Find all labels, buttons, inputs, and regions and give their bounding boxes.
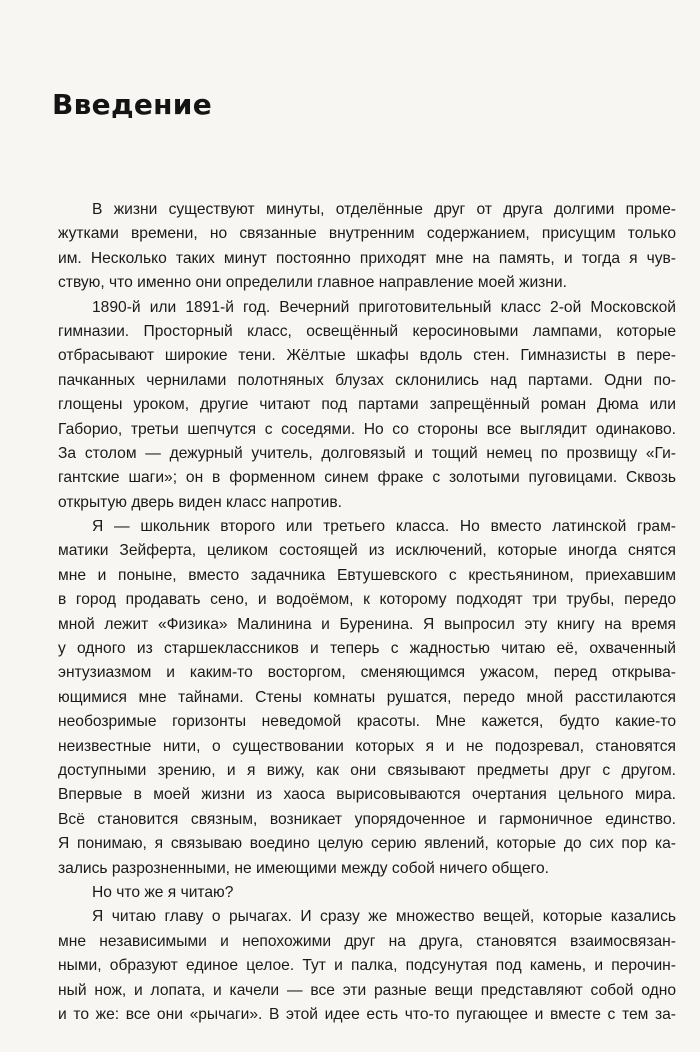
text-line: ствую, что именно они определили главное направление моей жизни. [58, 274, 567, 292]
text-line: глощены уроком, другие читают под партами запрещённый роман Дюма или [58, 396, 676, 414]
text-line: Я понимаю, я связываю воедино целую серию явлений, которые до сих пор ка- [58, 835, 676, 853]
text-line: отбрасывают широкие тени. Жёлтые шкафы вдоль стен. Гимназисты в пере- [58, 347, 676, 365]
text-line: мной лежит «Физика» Малинина и Буренина. Я выпросил эту книгу на время [58, 615, 676, 633]
text-line: неизвестные нити, о существовании которых я и не подозревал, становятся [58, 737, 676, 755]
text-line: энтузиазмом и каким-то восторгом, сменяющимся ужасом, перед открыва- [58, 664, 676, 682]
text-line: зались разрозненными, не имеющими между собой ничего общего. [58, 859, 549, 877]
text-line: ющимися мне тайнами. Стены комнаты рушатся, передо мной расстилаются [58, 688, 676, 706]
text-line: Габорио, третьи шепчутся с соседями. Но со стороны все выглядит одинаково. [58, 420, 676, 438]
text-line: и то же: все они «рычаги». В этой идее есть что-то пугающее и вместе с тем за- [58, 1005, 676, 1023]
chapter-heading: Введение [52, 88, 213, 121]
text-line: мне независимыми и непохожими друг на друга, становятся взаимосвязан- [58, 932, 676, 950]
text-line: у одного из старшеклассников и теперь с жадностью читаю её, охваченный [58, 640, 676, 658]
text-line: доступными зрению, и я вижу, как они связывают предметы друг с другом. [58, 761, 676, 779]
text-line: В жизни существуют минуты, отделённые друг от друга долгими проме- [92, 201, 676, 218]
text-line: жутками времени, но связанные внутренним содержанием, присущим только [58, 225, 676, 243]
text-line: гантские шаги»; он в форменном синем фраке с золотыми пуговицами. Сквозь [58, 469, 676, 487]
text-line: необозримые горизонты неведомой красоты. Мне кажется, будто какие-то [58, 713, 676, 731]
text-line: Впервые в моей жизни из хаоса вырисовываются очертания цельного мира. [58, 786, 676, 804]
text-line: За столом — дежурный учитель, долговязый и тощий немец по прозвищу «Ги- [58, 444, 676, 462]
text-line: ный нож, и лопата, и качели — все эти разные вещи представляют собой одно [58, 981, 676, 999]
text-line: Я читаю главу о рычагах. И сразу же множество вещей, которые казались [92, 908, 676, 926]
text-line: матики Зейферта, целиком состоящей из исключений, которые иногда снятся [58, 542, 676, 560]
text-line: им. Несколько таких минут постоянно приходят мне на память, и тогда я чув- [58, 249, 676, 267]
text-line: Но что же я читаю? [92, 883, 234, 901]
text-line: Всё становится связным, возникает упорядоченное и гармоничное единство. [58, 810, 676, 828]
text-line: мне и поныне, вместо задачника Евтушевского с крестьянином, приехавшим [58, 566, 676, 584]
text-line: Я — школьник второго или третьего класса. Но вместо латинской грам- [92, 518, 676, 536]
text-line: гимназии. Просторный класс, освещённый керосиновыми лампами, которые [58, 322, 676, 340]
text-line: открытую дверь виден класс напротив. [58, 493, 342, 511]
text-line: ными, образуют единое целое. Тут и палка, подсунутая под камень, и перочин- [58, 957, 676, 975]
text-line: 1890-й или 1891-й год. Вечерний приготовительный класс 2-ой Московской [92, 298, 676, 316]
text-line: в город продавать сено, и водоёмом, к которому подходят три трубы, передо [58, 591, 676, 609]
body-text [58, 198, 676, 1027]
text-line: пачканных чернилами полотняных блузах склонились над партами. Одни по- [58, 371, 676, 389]
